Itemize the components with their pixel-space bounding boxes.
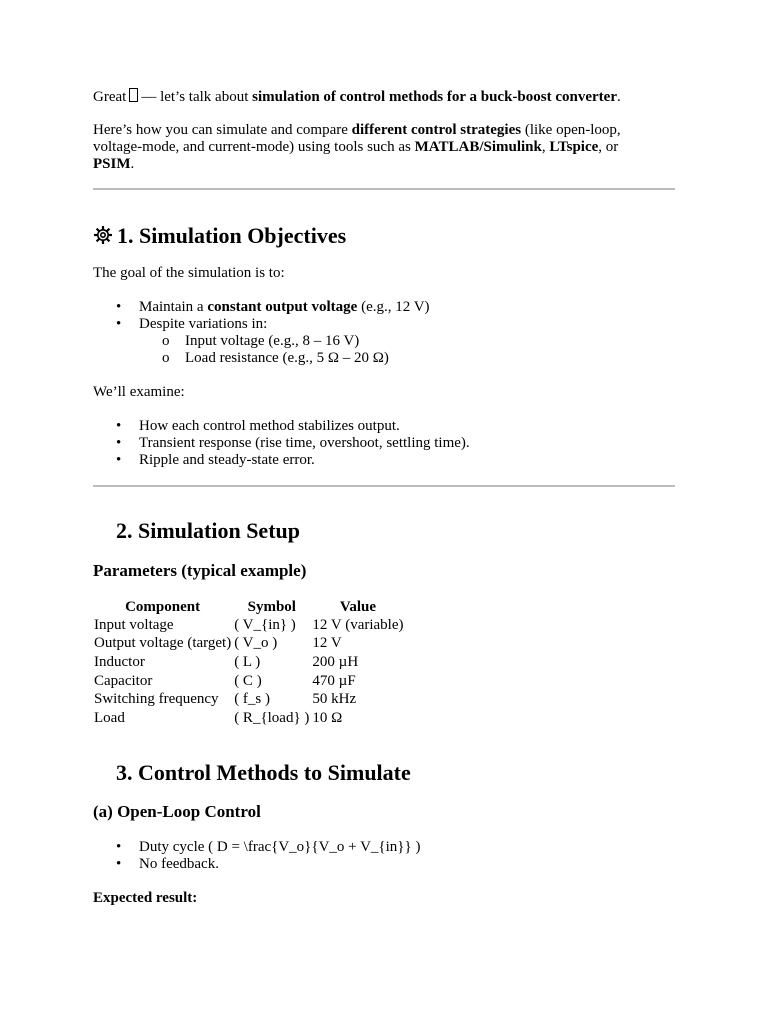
- table-cell: Inductor: [94, 653, 145, 670]
- table-row: [93, 635, 406, 654]
- table-cell: ( C ): [234, 672, 262, 689]
- list-item-text: Despite variations in:: [139, 316, 268, 332]
- intro-text: .: [130, 156, 135, 172]
- sub-bullet: o: [162, 333, 170, 349]
- bullet: •: [116, 452, 122, 468]
- bullet: •: [116, 435, 122, 451]
- list-item-text: How each control method stabilizes output.: [139, 418, 400, 434]
- table-cell: ( L ): [234, 653, 261, 670]
- intro-text: voltage-mode, and current-mode) using tools such as: [93, 139, 411, 155]
- table-cell: 10 Ω: [312, 709, 343, 726]
- table-row: [93, 653, 406, 672]
- examine-text: We’ll examine:: [93, 384, 185, 400]
- table-cell: ( V_{in} ): [234, 616, 296, 633]
- table-header-row: [93, 598, 406, 616]
- parameters-subheading: Parameters (typical example): [93, 561, 307, 580]
- expected-result-label: Expected result:: [93, 890, 198, 906]
- intro-bold-text: simulation of control methods for a buck-boost converter: [252, 89, 617, 105]
- table-cell: 200 µH: [312, 653, 359, 670]
- intro-bold-text: different control strategies: [351, 122, 522, 138]
- table-cell: 12 V (variable): [312, 616, 404, 633]
- missing-glyph-icon: [129, 88, 138, 102]
- bullet: •: [116, 856, 122, 872]
- list-item-text: No feedback.: [139, 856, 219, 872]
- list-item-text: Maintain a: [139, 299, 204, 315]
- column-header: Component: [125, 598, 201, 615]
- intro-text: .: [616, 89, 621, 105]
- intro-text: ,: [541, 139, 546, 155]
- section3-heading: 3. Control Methods to Simulate: [116, 760, 411, 785]
- table-cell: 470 µF: [312, 672, 356, 689]
- list-item-text: Duty cycle ( D = \frac{V_o}{V_o + V_{in}} ): [139, 839, 421, 855]
- intro-bold-text: MATLAB/Simulink: [414, 139, 542, 155]
- table-cell: Input voltage: [94, 616, 174, 633]
- bullet: •: [116, 839, 122, 855]
- table-cell: 12 V: [312, 635, 342, 652]
- bullet: •: [116, 316, 122, 332]
- divider: [93, 188, 675, 190]
- section1-heading: [93, 223, 346, 251]
- divider: [93, 485, 675, 487]
- list-item-bold-text: constant output voltage: [207, 299, 358, 315]
- table-cell: Switching frequency: [94, 691, 219, 708]
- parameters-table: [93, 598, 406, 728]
- sub-bullet: o: [162, 350, 170, 366]
- section2-heading: 2. Simulation Setup: [116, 518, 300, 543]
- intro-text: — let’s talk about: [141, 89, 249, 105]
- table-cell: 50 kHz: [312, 691, 357, 708]
- gear-icon: [93, 225, 113, 251]
- table-row: [93, 672, 406, 691]
- intro-line: [93, 88, 621, 106]
- intro-text: Here’s how you can simulate and compare: [93, 122, 348, 138]
- intro-paragraph-line3: [93, 156, 134, 173]
- bullet: •: [116, 299, 122, 315]
- intro-text: (like open-loop,: [524, 122, 621, 138]
- table-cell: ( f_s ): [234, 691, 271, 708]
- table-cell: ( R_{load} ): [234, 709, 310, 726]
- bullet: •: [116, 418, 122, 434]
- intro-paragraph-line2: [93, 139, 618, 156]
- list-item-text: Ripple and steady-state error.: [139, 452, 315, 468]
- table-cell: Output voltage (target): [94, 635, 232, 652]
- column-header: Symbol: [247, 598, 296, 615]
- table-cell: Load: [94, 709, 125, 726]
- goal-text: The goal of the simulation is to:: [93, 265, 285, 281]
- list-item-text: Transient response (rise time, overshoot, settling time).: [139, 435, 470, 451]
- intro-bold-text: LTspice: [549, 139, 599, 155]
- intro-paragraph-line1: [93, 122, 621, 139]
- open-loop-subheading: (a) Open-Loop Control: [93, 802, 261, 821]
- intro-text: Great: [93, 89, 127, 105]
- table-row: [93, 616, 406, 635]
- section1-title: 1. Simulation Objectives: [117, 223, 347, 248]
- table-row: [93, 709, 406, 728]
- table-cell: ( V_o ): [234, 635, 278, 652]
- list-item-text: Input voltage (e.g., 8 – 16 V): [185, 333, 360, 349]
- list-item-text: (e.g., 12 V): [361, 299, 430, 315]
- list-item-text: Load resistance (e.g., 5 Ω – 20 Ω): [185, 350, 389, 366]
- intro-text: , or: [598, 139, 619, 155]
- column-header: Value: [339, 598, 377, 615]
- intro-bold-text: PSIM: [93, 156, 131, 172]
- table-row: [93, 690, 406, 709]
- table-cell: Capacitor: [94, 672, 153, 689]
